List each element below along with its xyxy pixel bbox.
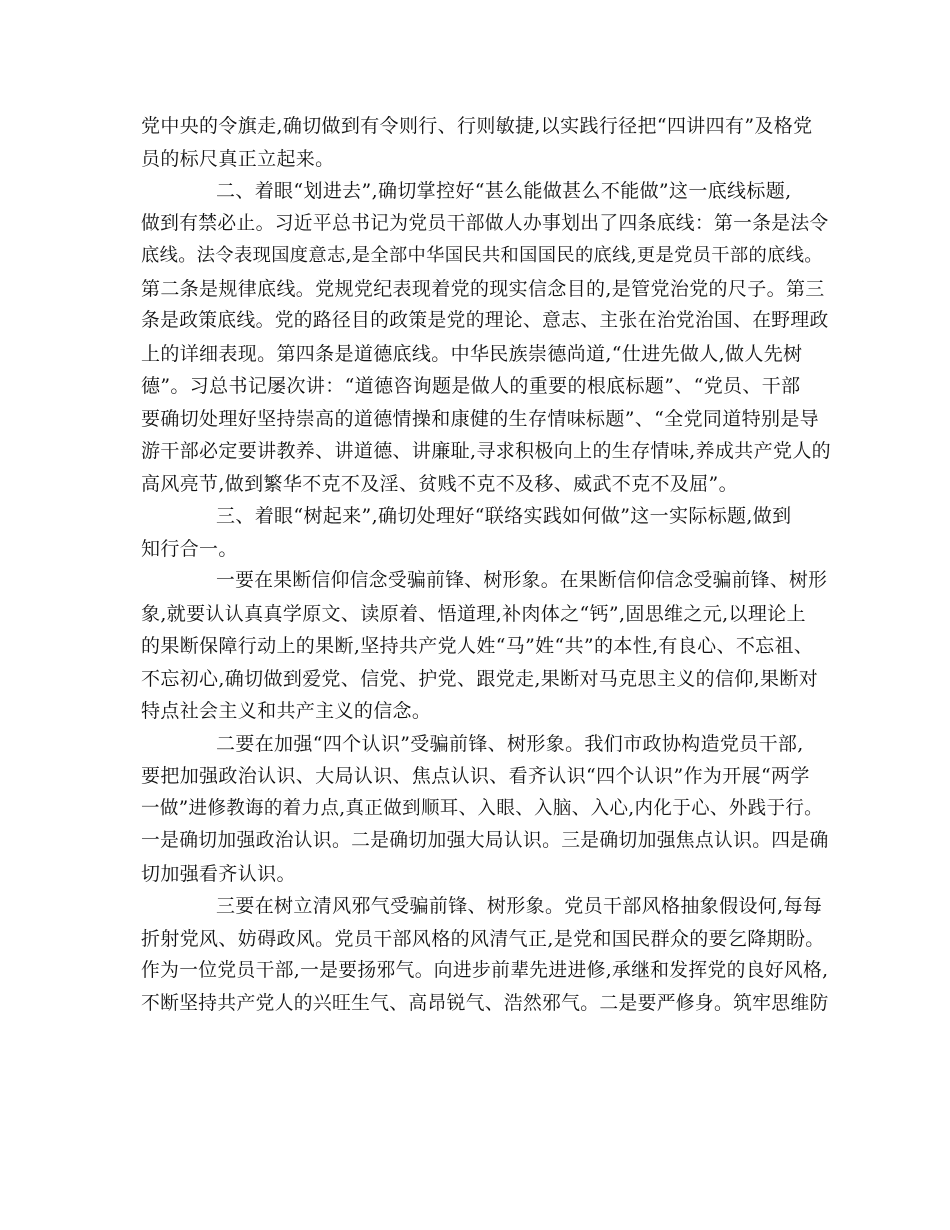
text-line: 要确切处理好坚持崇高的道德情操和康健的生存情味标题”、“全党同道特别是导 [141, 407, 820, 430]
text-line: 底线。法令表现国度意志,是全部中华国民共和国国民的底线,更是党员干部的底线。 [141, 245, 823, 266]
paragraph-start-line: 一要在果断信仰信念受骗前锋、树形象。在果断信仰信念受骗前锋、树形 [216, 570, 828, 591]
text-line: 一是确切加强政治认识。二是确切加强大局认识。三是确切加强焦点认识。四是确 [141, 830, 829, 851]
text-line: 不断坚持共产党人的兴旺生气、高昂锐气、浩然邪气。二是要严修身。筑牢思维防 [141, 992, 829, 1014]
text-line: 员的标尺真正立起来。 [141, 147, 335, 170]
text-line: 要把加强政治认识、大局认识、焦点认识、看齐认识“四个认识”作为开展“两学 [141, 765, 810, 787]
text-line: 一做”进修教诲的着力点,真正做到顺耳、入眼、入脑、入心,内化于心、外践于行。 [141, 797, 824, 819]
paragraph-heading-line: 三、着眼“树起来”,确切处理好“联络实践如何做”这一实际标题,做到 [216, 505, 792, 527]
paragraph-start-line: 三要在树立清风邪气受骗前锋、树形象。党员干部风格抽象假设何,每每 [216, 895, 823, 917]
text-line: 德”。习总书记屡次讲：“道德咨询题是做人的重要的根底标题”、“党员、干部 [141, 375, 801, 397]
text-line: 的果断保障行动上的果断,坚持共产党人姓“马”姓“共”的本性,有良心、不忘祖、 [141, 635, 814, 657]
paragraph-heading-line: 二、着眼“划进去”,确切掌控好“甚么能做甚么不能做”这一底线标题, [216, 180, 792, 202]
text-line: 特点社会主义和共产主义的信念。 [141, 700, 432, 722]
text-line: 切加强看齐认识。 [141, 862, 296, 885]
text-line: 折射党风、妨碍政风。党员干部风格的风清气正,是党和国民群众的要乞降期盼。 [141, 927, 825, 950]
text-line: 作为一位党员干部,一是要扬邪气。向进步前辈先进进修,承继和发挥党的良好风格, [141, 960, 829, 981]
text-line: 知行合一。 [141, 537, 238, 560]
text-line: 做到有禁必止。习近平总书记为党员干部做人办事划出了四条底线：第一条是法令 [141, 212, 829, 234]
text-line: 党中央的令旗走,确切做到有令则行、行则敏捷,以实践行径把“四讲四有”及格党 [141, 115, 813, 137]
paragraph-start-line: 二要在加强“四个认识”受骗前锋、树形象。我们市政协构造党员干部, [216, 732, 804, 755]
text-line: 游干部必定要讲教养、讲道德、讲廉耻,寻求积极向上的生存情味,养成共产党人的 [141, 440, 832, 462]
text-line: 条是政策底线。党的路径目的政策是党的理论、意志、主张在治党治国、在野理政 [141, 310, 829, 331]
text-line: 象,就要认认真真学原文、读原着、悟道理,补肉体之“钙”,固思维之元,以理论上 [141, 602, 806, 625]
text-line: 不忘初心,确切做到爱党、信党、护党、跟党走,果断对马克思主义的信仰,果断对 [141, 667, 819, 690]
text-line: 第二条是规律底线。党规党纪表现着党的现实信念目的,是管党治党的尺子。第三 [141, 277, 825, 300]
document-body [141, 110, 831, 1020]
text-line: 高风亮节,做到繁华不克不及淫、贫贱不克不及移、威武不克不及屈”。 [141, 472, 738, 495]
text-line: 上的详细表现。第四条是道德底线。中华民族崇德尚道,“仕进先做人,做人先树 [141, 342, 803, 365]
